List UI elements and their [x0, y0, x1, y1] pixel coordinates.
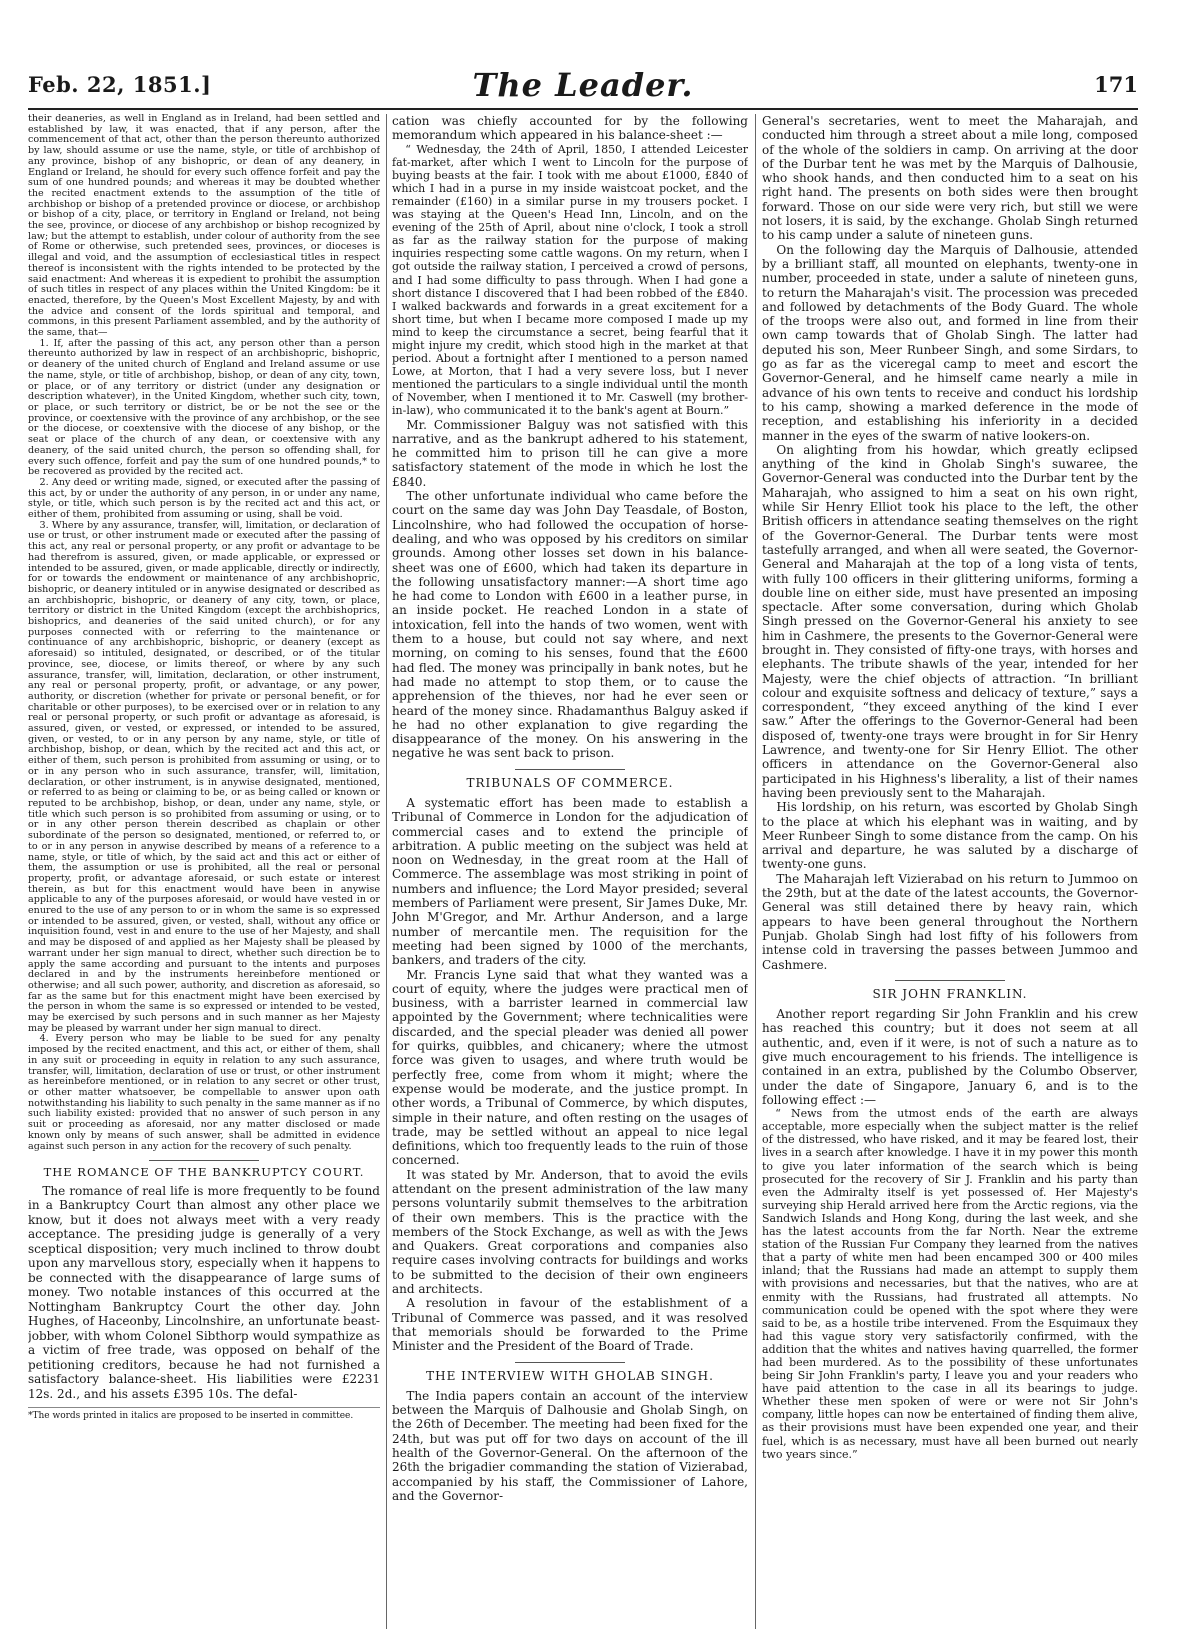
- article-paragraph: The Maharajah left Vizierabad on his return to Jummoo on the 29th, but at the date of the latest accounts, the Governor-General was still detained there by heavy rain, which appears to have been general throughout the Northern Punjab. Gholab Singh had lost fifty of his followers from intense cold in traversing the passes between Jummoo and Cashmere.: [762, 871, 1138, 972]
- article-paragraph: 1. If, after the passing of this act, any person other than a person thereunto authorized by law in respect of an archbishopric, bishopric, or deanery of the united church of England and Ireland assume or use the name, style, or title of archbishop, bishop, or dean of any city, town, or place, or of any territory or district (under any designation or description whatever), in the United Kingdom, whether such city, town, or place, or such territory or district, be or be not the see or the province, or coextensive with the province of any archbishop, or the see or the diocese, or coextensive with the diocese of any bishop, or the seat or place of the church of any dean, or coextensive with any deanery, of the said united church, the person so offending shall, for every such offence, forfeit and pay the sum of one hundred pounds,* to be recovered as provided by the recited act.: [28, 337, 380, 478]
- column-divider: [386, 114, 387, 1629]
- article-paragraph: 2. Any deed or writing made, signed, or executed after the passing of this act, by or under the authority of any person, in or under any name, style, or title, which such person is by the recited act and this act, or either of them, prohibited from assuming or using, shall be void.: [28, 476, 380, 521]
- section-separator: [149, 1160, 259, 1161]
- article-paragraph: cation was chiefly accounted for by the following memorandum which appeared in his balance-sheet :—: [392, 114, 748, 143]
- section-heading: THE ROMANCE OF THE BANKRUPTCY COURT.: [43, 1165, 365, 1180]
- newspaper-title: The Leader.: [472, 66, 694, 104]
- quote-paragraph: “ Wednesday, the 24th of April, 1850, I attended Leicester fat-market, after which I went to Lincoln for the purpose of buying beasts at the fair. I took with me about £1000, £840 of which I had in a purse in my inside waistcoat pocket, and the remainder (£160) in a similar purse in my trousers pocket. I was staying at the Queen's Head Inn, Lincoln, and on the evening of the 25th of April, about nine o'clock, I took a stroll as far as the railway station for the purpose of making inquiries respecting some cattle wagons. On my return, when I got outside the railway station, I perceived a crowd of persons, and I had some difficulty to pass through. When I had gone a short distance I discovered that I had been robbed of the £840. I walked backwards and forwards in a great excitement for a short time, but when I became more composed I made up my mind to keep the circumstance a secret, being fearful that it might injure my credit, which stood high in the market at that period. About a fortnight after I mentioned to a person named Lowe, at Morton, that I had a very severe loss, but I never mentioned the particulars to a single individual until the month of November, when I mentioned it to Mr. Caswell (my brother-in-law), who communicated it to the bank's agent at Bourn.”: [392, 142, 748, 418]
- quote-paragraph: “ News from the utmost ends of the earth are always acceptable, more especially when the subject matter is the relief of the distressed, who have risked, and it may be feared lost, their lives in a search after knowledge. I have it in my power this month to give you later information of the search which is being prosecuted for the recovery of Sir J. Franklin and his party than even the Admiralty itself is yet possessed of. Her Majesty's surveying ship Herald arrived here from the Arctic regions, via the Sandwich Islands and Hong Kong, during the last week, and she has the latest accounts from the far North. Near the extreme station of the Russian Fur Company they learned from the natives that a party of white men had been encamped 300 or 400 miles inland; that the Russians had made an attempt to supply them with provisions and necessaries, but that the natives, who are at enmity with the Russians, had frustrated all attempts. No communication could be opened with the spot where they were said to be, as a hostile tribe intervened. From the Esquimaux they had this vague story very satisfactorily confirmed, with the addition that the whites and natives having quarrelled, the former had been murdered. As to the possibility of these unfortunates being Sir John Franklin's party, I leave you and your readers who have paid attention to the case in all its bearings to judge. Whether these men spoken of were or were not Sir John's company, little hopes can now be entertained of finding them alive, as their provisions must have been expended one year, and their fuel, which is as necessary, must have all been burned out nearly two years since.”: [762, 1107, 1138, 1461]
- article-paragraph: His lordship, on his return, was escorted by Gholab Singh to the place at which his elephant was in waiting, and by Meer Runbeer Singh to some distance from the camp. On his arrival and departure, he was saluted by a discharge of twenty-one guns.: [762, 800, 1138, 872]
- issue-date: Feb. 22, 1851.]: [28, 72, 212, 97]
- article-paragraph: The India papers contain an account of the interview between the Marquis of Dalhousie and Gholab Singh, on the 26th of December. The meeting had been fixed for the 24th, but was put off for two days on account of the ill health of the Governor-General. On the afternoon of the 26th the brigadier commanding the station of Vizierabad, accompanied by his staff, the Commissioner of Lahore, and the Governor-: [392, 1388, 748, 1503]
- section-separator: [515, 1362, 625, 1363]
- article-paragraph: Mr. Commissioner Balguy was not satisfied with this narrative, and as the bankrupt adhered to his statement, he committed him to prison till he can give a more satisfactory statement of the mode in which he lost the £840.: [392, 417, 748, 489]
- column-3: [762, 114, 1138, 1634]
- article-paragraph: 3. Where by any assurance, transfer, will, limitation, or declaration of use or trust, or other instrument made or executed after the passing of this act, any real or personal property, or any profit or advantage to be had therefrom is assured, given, or made applicable, or expressed or intended to be assured, given, or made applicable, directly or indirectly, for or towards the endowment or maintenance of any archbishopric, bishopric, or deanery intituled or in anywise designated or described as an archbishopric, bishopric, or deanery of any city, town, or place, territory or district in the United Kingdom (except the archbishoprics, bishoprics, and deaneries of the said united church), or for any purposes connected with or referring to the maintenance or continuance of any archbishopric, bishopric, or deanery (except as aforesaid) so intituled, designated, or described, or of the titular province, see, diocese, or limits thereof, or where by any such assurance, transfer, will, limitation, declaration, or other instrument, any real or personal property, profit, or advantage, or any power, authority, or discretion (whether for private or personal benefit, or for charitable or other purposes), to be exercised over or in relation to any real or personal property, or such profit or advantage as aforesaid, is assured, given, or vested, or expressed, or intended to be assured, given, or vested, to or in any person by any name, style, or title of archbishop, bishop, or dean, which by the recited act and this act, or either of them, such person is prohibited from assuming or using, or to or in any person who in such assurance, transfer, will, limitation, declaration, or other instrument, is in anywise designated, mentioned, or referred to as being or claiming to be, or as being called or known or reputed to be archbishop, bishop, or dean, under any name, style, or title which such person is so prohibited from assuming or using, or to or in any other person therein described as chaplain or other subordinate of the person so designated, mentioned, or referred to, or to or in any person in anywise described by means of a reference to a name, style, or title of which, by the said act and this act or either of them, the assumption or use is prohibited, all the real or personal property, profit, or advantage aforesaid, or such estate or interest therein, as but for this enactment would have been in anywise applicable to any of the purposes aforesaid, or would have vested in or enured to the use of any person to or in whom the same is so expressed or intended to be assured, given, or vested, shall, without any office or inquisition found, vest in and enure to the use of her Majesty, and shall and may be disposed of and applied as her Majesty shall be pleased by warrant under her sign manual to direct, whether such direction be to apply the same according and pursuant to the intents and purposes declared in and by the instruments hereinbefore mentioned or otherwise; and all such power, authority, and discretion as aforesaid, so far as the same but for this enactment might have been exercised by the person in whom the same is so expressed or intended to be vested, may be exercised by such persons and in such manner as her Majesty may be pleased by warrant under her sign manual to direct.: [28, 519, 380, 1034]
- article-paragraph: Mr. Francis Lyne said that what they wanted was a court of equity, where the judges were practical men of business, with a barrister learned in commercial law appointed by the Government; where technicalities were discarded, and the special pleader was denied all power for quirks, quibbles, and chicanery; where the utmost force was given to usages, and where truth would be perfectly free, come from whom it might; where the expense would be moderate, and the justice prompt. In other words, a Tribunal of Commerce, by which disputes, simple in their nature, and often resting on the usages of trade, may be settled without an appeal to nice legal definitions, which too frequently leads to the ruin of those concerned.: [392, 967, 748, 1168]
- quoted-memorandum: [392, 143, 748, 418]
- footnote: *The words printed in italics are proposed to be inserted in committee.: [28, 1407, 380, 1421]
- article-paragraph: their deaneries, as well in England as in Ireland, had been settled and established by law, it was enacted, that if any person, after the commencement of that act, other than the person thereunto authorized by law, should assume or use the name, style, or title of archbishop of any province, bishop of any bishopric, or dean of any deanery, in England or Ireland, he should for every such offence forfeit and pay the sum of one hundred pounds; and whereas it may be doubted whether the recited enactment extends to the assumption of the title of archbishop or bishop of a pretended province or diocese, or archbishop or bishop of a city, place, or territory in England or Ireland, not being the see, province, or diocese of any archbishop or bishop recognized by law; but the attempt to establish, under colour of authority from the see of Rome or otherwise, such pretended sees, provinces, or dioceses is illegal and void, and the assumption of ecclesiastical titles in respect thereof is inconsistent with the rights intended to be protected by the said enactment: And whereas it is expedient to prohibit the assumption of such titles in respect of any places within the United Kingdom: be it enacted, therefore, by the Queen's Most Excellent Majesty, by and with the advice and consent of the lords spiritual and temporal, and commons, in this present Parliament assembled, and by the authority of the same, that—: [28, 114, 380, 339]
- section-romance-bankruptcy: [28, 1167, 380, 1401]
- article-paragraph: A resolution in favour of the establishment of a Tribunal of Commerce was passed, and it was resolved that memorials should be forwarded to the Prime Minister and the President of the Board of Trade.: [392, 1296, 748, 1354]
- column-2: [392, 114, 748, 1634]
- column-1: [28, 114, 380, 1634]
- column-divider: [755, 114, 756, 1629]
- article-paragraph: It was stated by Mr. Anderson, that to avoid the evils attendant on the present administration of the law many persons voluntarily submit themselves to the arbitration of their own members. This is the practice with the members of the Stock Exchange, as well as with the Jews and Quakers. Great corporations and companies also require cases involving contracts for buildings and works to be submitted to the decision of their own engineers and architects.: [392, 1167, 748, 1297]
- section-separator: [515, 769, 625, 770]
- section-heading: SIR JOHN FRANKLIN.: [872, 986, 1028, 1001]
- article-paragraph: General's secretaries, went to meet the Maharajah, and conducted him through a street about a mile long, composed of the whole of the soldiers in camp. On arriving at the door of the Durbar tent he was met by the Marquis of Dalhousie, who shook hands, and then conducted him to a seat on his right hand. The presents on both sides were then brought forward. Those on our side were very rich, but still we were not losers, it is said, by the exchange. Gholab Singh returned to his camp under a salute of nineteen guns.: [762, 114, 1138, 243]
- article-paragraph: Another report regarding Sir John Franklin and his crew has reached this country; but it does not seem at all authentic, and, even if it were, is not of such a nature as to give much encouragement to his friends. The intelligence is contained in an extra, published by the Columbo Observer, under the date of Singapore, January 6, and is to the following effect :—: [762, 1007, 1138, 1107]
- article-paragraph: On alighting from his howdar, which greatly eclipsed anything of the kind in Gholab Singh's suwaree, the Governor-General was conducted into the Durbar tent by the Maharajah, who assigned to him a seat on his own right, while Sir Henry Elliot took his place to the left, the other British officers in attendance seating themselves on the right of the Governor-General. The Durbar tents were most tastefully arranged, and when all were seated, the Governor-General and Maharajah at the top of a long vista of tents, with fully 100 officers in their glittering uniforms, forming a double line on either side, must have presented an imposing spectacle. After some conversation, during which Gholab Singh pressed on the Governor-General his anxiety to see him in Cashmere, the presents to the Governor-General were brought in. They consisted of fifty-one trays, with horses and elephants. The tribute shawls of the year, intended for her Majesty, were the chief objects of attraction. “In brilliant colour and exquisite softness and delicacy of texture,” says a correspondent, “they exceed anything of the kind I ever saw.” After the offerings to the Governor-General had been disposed of, twenty-one trays were brought in for Sir Henry Lawrence, and twenty-one for Sir Henry Elliot. The other officers in attendance on the Governor-General also participated in his Highness's liberality, a list of their names having been previously sent to the Maharajah.: [762, 442, 1138, 800]
- article-paragraph: The romance of real life is more frequently to be found in a Bankruptcy Court than almost any other place we know, but it does not always meet with a very ready acceptance. The presiding judge is generally of a very sceptical disposition; very much inclined to throw doubt upon any marvellous story, especially when it happens to be connected with the disappearance of large sums of money. Two notable instances of this occurred at the Nottingham Bankruptcy Court the other day. John Hughes, of Haceonby, Lincolnshire, an unfortunate beast-jobber, with whom Colonel Sibthorp would sympathize as a victim of free trade, was opposed on behalf of the petitioning creditors, because he had not furnished a satisfactory balance-sheet. His liabilities were £2231 12s. 2d., and his assets £395 10s. The defal-: [28, 1183, 380, 1401]
- quoted-report: [762, 1107, 1138, 1461]
- article-paragraph: On the following day the Marquis of Dalhousie, attended by a brilliant staff, all mounted on elephants, twenty-one in number, proceeded in state, under a salute of nineteen guns, to return the Maharajah's visit. The procession was preceded and followed by detachments of the Body Guard. The whole of the troops were also out, and formed in line from their own camp towards that of Gholab Singh. The latter had deputed his son, Meer Runbeer Singh, and some Sirdars, to go as far as the viceregal camp to meet and escort the Governor-General, and he himself came nearly a mile in advance of his own tents to receive and conduct his lordship to his camp, showing a marked deference in the mode of reception, and establishing his inferiority in a decided manner in the eyes of the swarm of native lookers-on.: [762, 242, 1138, 443]
- section-heading: TRIBUNALS OF COMMERCE.: [466, 775, 674, 790]
- article-paragraph: A systematic effort has been made to establish a Tribunal of Commerce in London for the adjudication of commercial cases and to extend the principle of arbitration. A public meeting on the subject was held at noon on Wednesday, in the great room at the Hall of Commerce. The assemblage was most striking in point of numbers and influence; the Lord Mayor presided; several members of Parliament were present, Sir James Duke, Mr. John M'Gregor, and Mr. Arthur Anderson, and a large number of mercantile men. The requisition for the meeting had been signed by 1000 of the merchants, bankers, and traders of the city.: [392, 795, 748, 968]
- masthead-rule: [28, 108, 1138, 110]
- section-separator: [895, 980, 1005, 981]
- masthead: [28, 60, 1138, 104]
- article-paragraph: The other unfortunate individual who came before the court on the same day was John Day Teasdale, of Boston, Lincolnshire, who had followed the occupation of horse-dealing, and who was opposed by his creditors on similar grounds. Among other losses set down in his balance-sheet was one of £600, which had taken its departure in the following unsatisfactory manner:—A short time ago he had come to London with £600 in a leather purse, in an inside pocket. He reached London in a state of intoxication, fell into the hands of two women, went with them to a house, but could not say where, and next morning, on coming to his senses, found that the £600 had fled. The money was principally in bank notes, but he had made no attempt to stop them, or to cause the apprehension of the thieves, nor had he ever seen or heard of the money since. Rhadamanthus Balguy asked if he had no other explanation to give regarding the disappearance of the money. On his answering in the negative he was sent back to prison.: [392, 489, 748, 761]
- article-paragraph: 4. Every person who may be liable to be sued for any penalty imposed by the recited enactment, and this act, or either of them, shall in any suit or proceeding in equity in relation to any such assurance, transfer, will, limitation, declaration of use or trust, or other instrument as hereinbefore mentioned, or in relation to any secret or other trust, or other matter whatsoever, be compellable to answer upon oath notwithstanding his liability to such penalty in the same manner as if no such liability existed: provided that no answer of such person in any suit or proceeding as aforesaid, nor any matter disclosed or made known only by means of such answer, shall be admitted in evidence against such person in any action for the recovery of such penalty.: [28, 1033, 380, 1152]
- page-number: 171: [1094, 72, 1138, 97]
- section-heading: THE INTERVIEW WITH GHOLAB SINGH.: [426, 1368, 714, 1383]
